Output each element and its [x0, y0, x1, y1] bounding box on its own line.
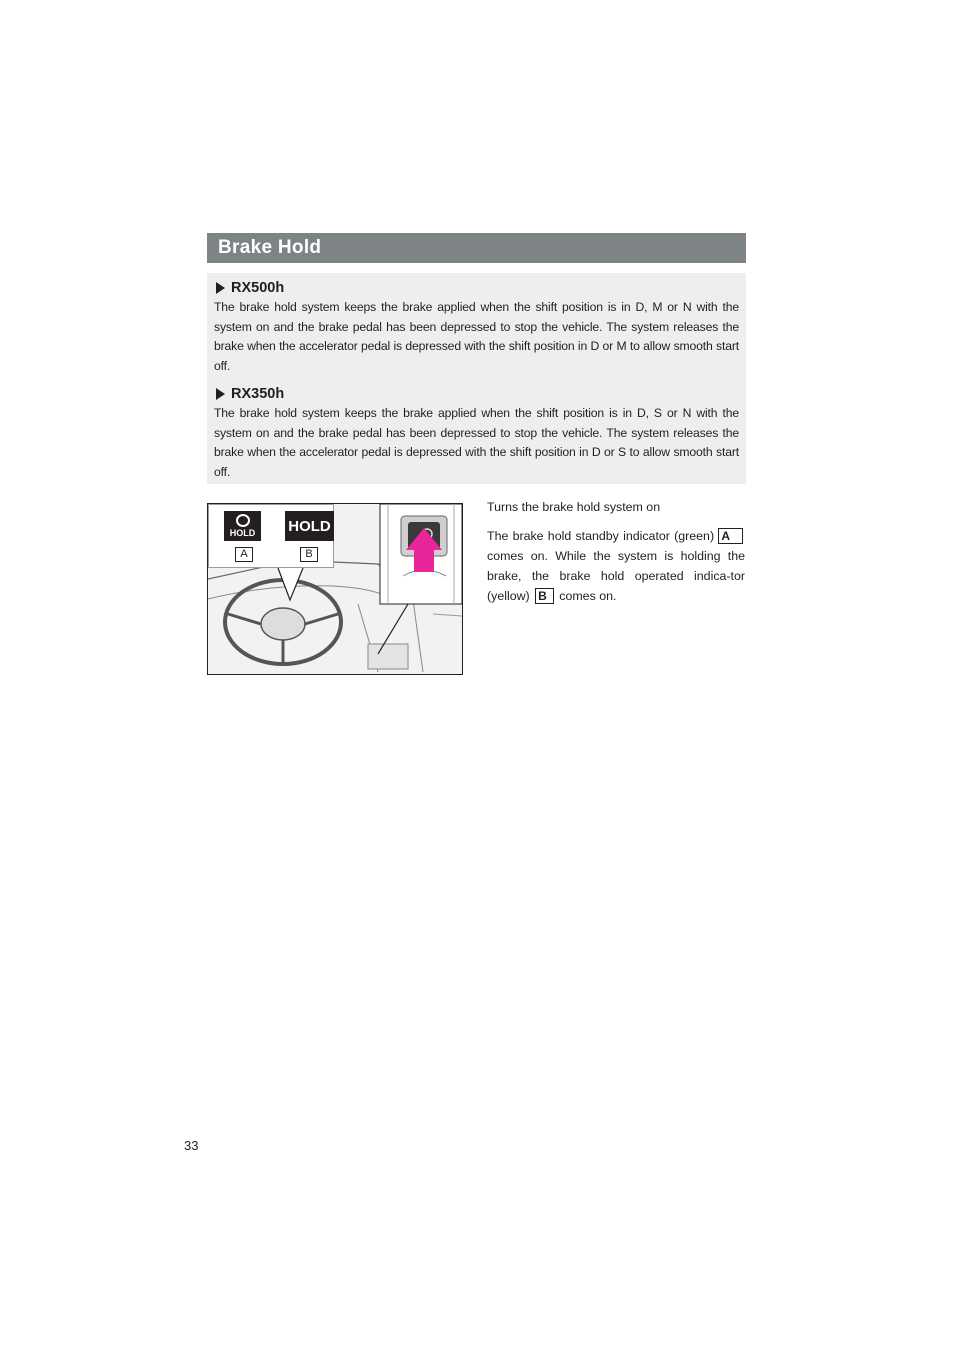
page-number: 33: [184, 1138, 199, 1153]
brake-hold-illustration: [207, 503, 463, 675]
model-description: The brake hold system keeps the brake applied when the shift position is in D, S or N with the system on and the brake pedal has been depressed to stop the vehicle. The system releases the brake when the accelerator pedal is depressed with the shift position in D or S to allow smooth start off.: [214, 406, 739, 479]
brake-circle-icon: [236, 514, 250, 527]
model-heading: [214, 385, 739, 403]
label-a: A: [235, 547, 253, 562]
description-line-1: Turns the brake hold system on: [487, 500, 661, 514]
indicator-a-text: HOLD: [229, 528, 256, 538]
description-paragraph: [487, 526, 745, 606]
description-mid: comes on. While the system is holding the brake, the brake hold operated indica-tor (yellow): [487, 549, 745, 603]
model-name: RX350h: [231, 386, 285, 402]
indicator-inset: [208, 504, 334, 568]
label-b: B: [300, 547, 318, 562]
brake-hold-operated-indicator: [285, 511, 334, 541]
model-description: The brake hold system keeps the brake applied when the shift position is in D, M or N with the system on and the brake pedal has been depressed to stop the vehicle. The system releases the brake when the accelerator pedal is depressed with the shift position in D or M to allow smooth start off.: [214, 300, 739, 373]
description-start: The brake hold standby indicator (green): [487, 529, 715, 543]
section-title: Brake Hold: [207, 233, 746, 263]
model-info-box: [207, 273, 746, 484]
model-name: RX500h: [231, 280, 285, 296]
indicator-b-text: HOLD: [288, 517, 331, 535]
description-text: [487, 497, 745, 615]
brake-hold-standby-indicator: [224, 511, 261, 541]
callout-b: B: [535, 588, 554, 604]
model-block-rx500h: [214, 279, 739, 376]
model-block-rx350h: [214, 385, 739, 482]
triangle-bullet-icon: [216, 388, 225, 400]
description-end: comes on.: [559, 589, 617, 603]
model-heading: [214, 279, 739, 297]
callout-a: A: [718, 528, 743, 544]
triangle-bullet-icon: [216, 282, 225, 294]
